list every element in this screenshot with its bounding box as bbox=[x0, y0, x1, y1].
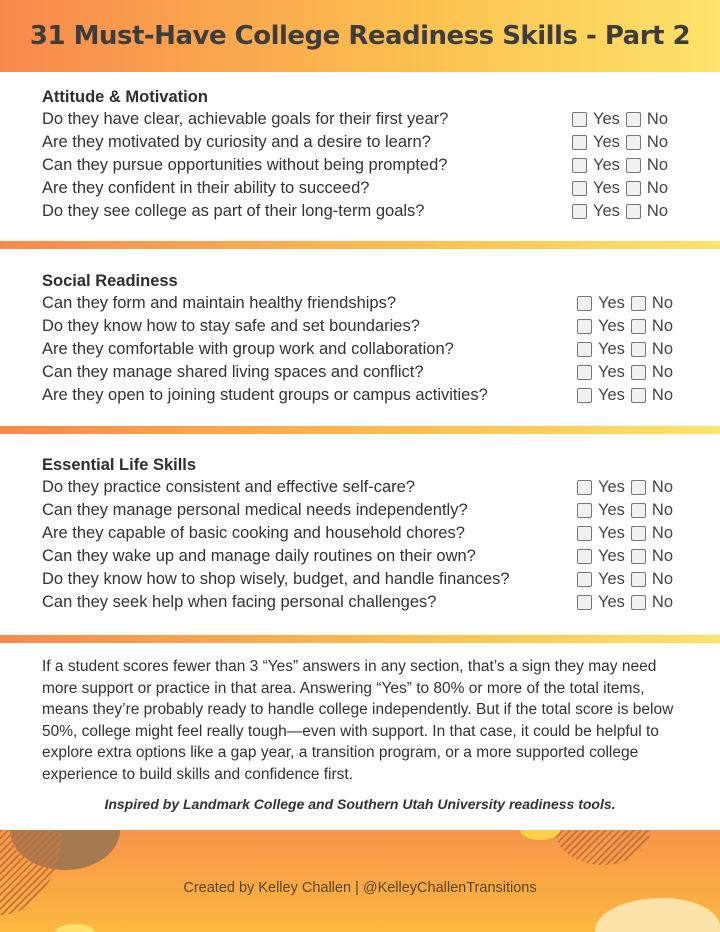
checklist-item bbox=[42, 338, 682, 361]
question-text: Are they motivated by curiosity and a desire to learn? bbox=[42, 133, 431, 151]
yes-checkbox[interactable] bbox=[572, 181, 587, 196]
checklist-item bbox=[42, 591, 682, 614]
yes-label: Yes bbox=[598, 501, 625, 519]
yes-no-options bbox=[577, 476, 673, 499]
yes-checkbox[interactable] bbox=[577, 572, 592, 587]
question-text: Can they pursue opportunities without being prompted? bbox=[42, 156, 448, 174]
no-label: No bbox=[651, 363, 674, 381]
question-text: Can they seek help when facing personal challenges? bbox=[42, 593, 437, 611]
no-checkbox[interactable] bbox=[626, 181, 641, 196]
no-checkbox[interactable] bbox=[631, 526, 646, 541]
yes-no-options bbox=[572, 131, 668, 154]
yes-label: Yes bbox=[598, 593, 625, 611]
yes-no-options bbox=[577, 591, 673, 614]
question-text: Do they see college as part of their long-term goals? bbox=[42, 202, 425, 220]
yes-checkbox[interactable] bbox=[577, 365, 592, 380]
yes-label: Yes bbox=[598, 547, 625, 565]
checklist-item bbox=[42, 384, 682, 407]
checklist-item bbox=[42, 200, 682, 223]
checklist-item bbox=[42, 476, 682, 499]
checklist-item bbox=[42, 131, 682, 154]
yes-label: Yes bbox=[593, 156, 620, 174]
section-heading: Social Readiness bbox=[42, 272, 178, 290]
question-text: Are they open to joining student groups or campus activities? bbox=[42, 386, 488, 404]
no-checkbox[interactable] bbox=[631, 388, 646, 403]
question-text: Can they manage shared living spaces and conflict? bbox=[42, 363, 424, 381]
checklist-item bbox=[42, 545, 682, 568]
section-heading: Attitude & Motivation bbox=[42, 88, 208, 106]
decor-striped-circle bbox=[0, 830, 62, 915]
yes-label: Yes bbox=[598, 294, 625, 312]
inspired-note: Inspired by Landmark College and Southern Utah University readiness tools. bbox=[104, 796, 616, 812]
no-label: No bbox=[651, 340, 674, 358]
no-label: No bbox=[646, 110, 669, 128]
yes-no-options bbox=[577, 545, 673, 568]
question-text: Do they know how to shop wisely, budget, and handle finances? bbox=[42, 570, 510, 588]
section-essential-life-skills bbox=[42, 454, 682, 614]
section-attitude-motivation bbox=[42, 86, 682, 223]
no-label: No bbox=[651, 478, 674, 496]
question-text: Are they capable of basic cooking and household chores? bbox=[42, 524, 465, 542]
footer bbox=[0, 830, 720, 932]
page-header bbox=[0, 0, 720, 72]
section-social-readiness bbox=[42, 270, 682, 407]
no-label: No bbox=[651, 524, 674, 542]
yes-label: Yes bbox=[598, 570, 625, 588]
footer-credit: Created by Kelley Challen | @KelleyChallenTransitions bbox=[183, 880, 537, 896]
yes-no-options bbox=[572, 200, 668, 223]
yes-no-options bbox=[572, 154, 668, 177]
yes-label: Yes bbox=[598, 340, 625, 358]
no-label: No bbox=[646, 179, 669, 197]
yes-checkbox[interactable] bbox=[577, 526, 592, 541]
no-label: No bbox=[651, 570, 674, 588]
yes-checkbox[interactable] bbox=[577, 342, 592, 357]
yes-no-options bbox=[577, 499, 673, 522]
decor-striped-circle bbox=[555, 830, 650, 865]
yes-checkbox[interactable] bbox=[572, 204, 587, 219]
question-text: Are they comfortable with group work and collaboration? bbox=[42, 340, 454, 358]
checklist-item bbox=[42, 177, 682, 200]
checklist-item bbox=[42, 154, 682, 177]
question-text: Do they know how to stay safe and set boundaries? bbox=[42, 317, 420, 335]
yes-checkbox[interactable] bbox=[577, 549, 592, 564]
checklist-item bbox=[42, 361, 682, 384]
scoring-guidance: If a student scores fewer than 3 “Yes” answers in any section, that’s a sign they may need more support or practice in that area. Answering “Yes” to 80% or more of the total items, means they’re probably ready to handle college independently. But if the total score is below 50%, college might feel really tough—even with support. In that case, it could be helpful to explore extra options like a gap year, a transition program, or a more supported college experience to build skills and confidence first. bbox=[42, 658, 674, 783]
yes-label: Yes bbox=[598, 363, 625, 381]
yes-checkbox[interactable] bbox=[577, 319, 592, 334]
no-label: No bbox=[651, 386, 674, 404]
yes-label: Yes bbox=[598, 317, 625, 335]
yes-checkbox[interactable] bbox=[577, 503, 592, 518]
no-checkbox[interactable] bbox=[631, 319, 646, 334]
no-label: No bbox=[651, 294, 674, 312]
no-label: No bbox=[646, 133, 669, 151]
yes-no-options bbox=[577, 522, 673, 545]
yes-label: Yes bbox=[598, 478, 625, 496]
yes-label: Yes bbox=[593, 202, 620, 220]
checklist-item bbox=[42, 315, 682, 338]
no-label: No bbox=[651, 593, 674, 611]
no-label: No bbox=[651, 317, 674, 335]
no-checkbox[interactable] bbox=[631, 480, 646, 495]
section-heading: Essential Life Skills bbox=[42, 456, 197, 474]
no-checkbox[interactable] bbox=[631, 342, 646, 357]
yes-no-options bbox=[577, 292, 673, 315]
yes-no-options bbox=[577, 384, 673, 407]
yes-no-options bbox=[572, 108, 668, 131]
no-label: No bbox=[651, 501, 674, 519]
question-text: Can they manage personal medical needs independently? bbox=[42, 501, 468, 519]
question-text: Do they practice consistent and effective self-care? bbox=[42, 478, 415, 496]
section-divider bbox=[0, 635, 720, 643]
yes-label: Yes bbox=[593, 179, 620, 197]
no-label: No bbox=[646, 202, 669, 220]
yes-no-options bbox=[577, 568, 673, 591]
question-text: Do they have clear, achievable goals for their first year? bbox=[42, 110, 449, 128]
no-checkbox[interactable] bbox=[631, 595, 646, 610]
checklist-item bbox=[42, 568, 682, 591]
no-checkbox[interactable] bbox=[626, 135, 641, 150]
decor-circle bbox=[55, 924, 95, 932]
no-checkbox[interactable] bbox=[626, 158, 641, 173]
checklist-item bbox=[42, 292, 682, 315]
no-checkbox[interactable] bbox=[631, 296, 646, 311]
question-text: Are they confident in their ability to succeed? bbox=[42, 179, 370, 197]
yes-label: Yes bbox=[593, 133, 620, 151]
checklist-item bbox=[42, 499, 682, 522]
yes-checkbox[interactable] bbox=[572, 135, 587, 150]
checklist-item bbox=[42, 108, 682, 131]
no-checkbox[interactable] bbox=[631, 503, 646, 518]
yes-label: Yes bbox=[598, 524, 625, 542]
yes-checkbox[interactable] bbox=[577, 388, 592, 403]
no-checkbox[interactable] bbox=[631, 549, 646, 564]
yes-checkbox[interactable] bbox=[572, 158, 587, 173]
yes-label: Yes bbox=[593, 110, 620, 128]
page-title: 31 Must-Have College Readiness Skills - Part 2 bbox=[29, 21, 691, 51]
checklist-item bbox=[42, 522, 682, 545]
section-divider bbox=[0, 426, 720, 434]
no-label: No bbox=[651, 547, 674, 565]
decor-circle bbox=[520, 830, 560, 840]
yes-checkbox[interactable] bbox=[572, 112, 587, 127]
question-text: Can they wake up and manage daily routines on their own? bbox=[42, 547, 476, 565]
no-checkbox[interactable] bbox=[631, 365, 646, 380]
no-checkbox[interactable] bbox=[626, 204, 641, 219]
yes-no-options bbox=[577, 338, 673, 361]
no-label: No bbox=[646, 156, 669, 174]
yes-checkbox[interactable] bbox=[577, 480, 592, 495]
yes-no-options bbox=[572, 177, 668, 200]
decor-circle bbox=[595, 898, 720, 932]
yes-no-options bbox=[577, 315, 673, 338]
section-divider bbox=[0, 241, 720, 249]
yes-label: Yes bbox=[598, 386, 625, 404]
yes-checkbox[interactable] bbox=[577, 296, 592, 311]
yes-no-options bbox=[577, 361, 673, 384]
question-text: Can they form and maintain healthy friendships? bbox=[42, 294, 397, 312]
yes-checkbox[interactable] bbox=[577, 595, 592, 610]
no-checkbox[interactable] bbox=[626, 112, 641, 127]
no-checkbox[interactable] bbox=[631, 572, 646, 587]
